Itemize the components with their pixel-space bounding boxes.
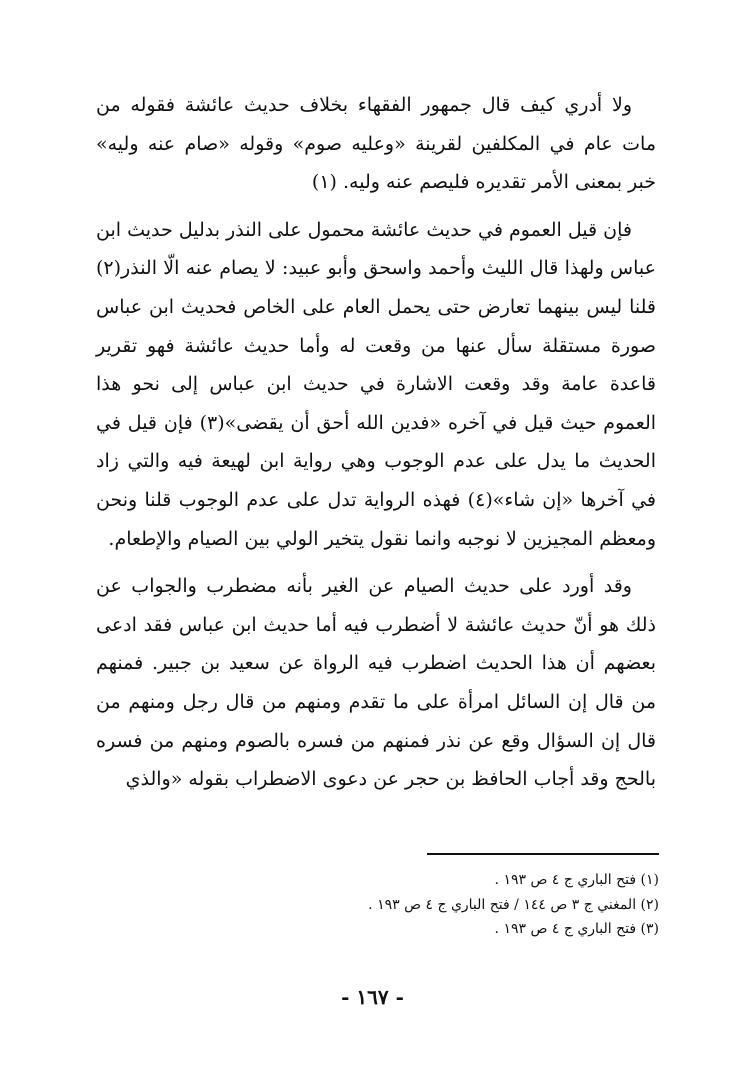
footnote-2: (٢) المغني ج ٣ ص ١٤٤ / فتح الباري ج ٤ ص ١٩٣ . [368,896,659,913]
body-text [96,86,656,799]
footnotes [239,868,659,942]
footnote-3: (٣) فتح الباري ج ٤ ص ١٩٣ . [494,921,659,937]
footnote-divider [427,853,659,855]
paragraph-1: ولا أدري كيف قال جمهور الفقهاء بخلاف حديث عائشة فقوله من مات عام في المكلفين لقرينة «وعليه صوم» وقوله «صام عنه وليه» خبر بمعنى الأمر تقديره فليصم عنه وليه. (١) [96,94,656,194]
footnote-1: (١) فتح الباري ج ٤ ص ١٩٣ . [494,872,659,888]
paragraph-3: وقد أورد على حديث الصيام عن الغير بأنه مضطرب والجواب عن ذلك هو أنّ حديث عائشة لا أضطرب فيه أما حديث ابن عباس فقد ادعى بعضهم أن هذا الحديث اضطرب فيه الرواة عن سعيد بن جبير. فمنهم من قال إن السائل امرأة على ما تقدم ومنهم من قال رجل ومنهم من قال إن السؤال وقع عن نذر فمنهم من فسره بالصوم ومنهم من فسره بالحج وقد أجاب الحافظ بن حجر عن دعوى الاضطراب بقوله «والذي [96,575,656,791]
page-number: - ١٦٧ - [341,985,404,1009]
paragraph-2: فإن قيل العموم في حديث عائشة محمول على النذر بدليل حديث ابن عباس ولهذا قال الليث وأحمد واسحق وأبو عبيد: لا يصام عنه الّا النذر(٢) قلنا ليس بينهما تعارض حتى يحمل العام على الخاص فحديث ابن عباس صورة مستقلة سأل عنها من وقعت له وأما حديث عائشة فهو تقرير قاعدة عامة وقد وقعت الاشارة في حديث ابن عباس إلى نحو هذا العموم حيث قيل في آخره «فدين الله أحق أن يقضى»(٣) فإن قيل في الحديث ما يدل على عدم الوجوب وهي رواية ابن لهيعة فيه والتي زاد في آخرها «إن شاء»(٤) فهذه الرواية تدل على عدم الوجوب قلنا ونحن ومعظم المجيزين لا نوجبه وانما نقول يتخير الولي بين الصيام والإطعام. [96,218,657,550]
